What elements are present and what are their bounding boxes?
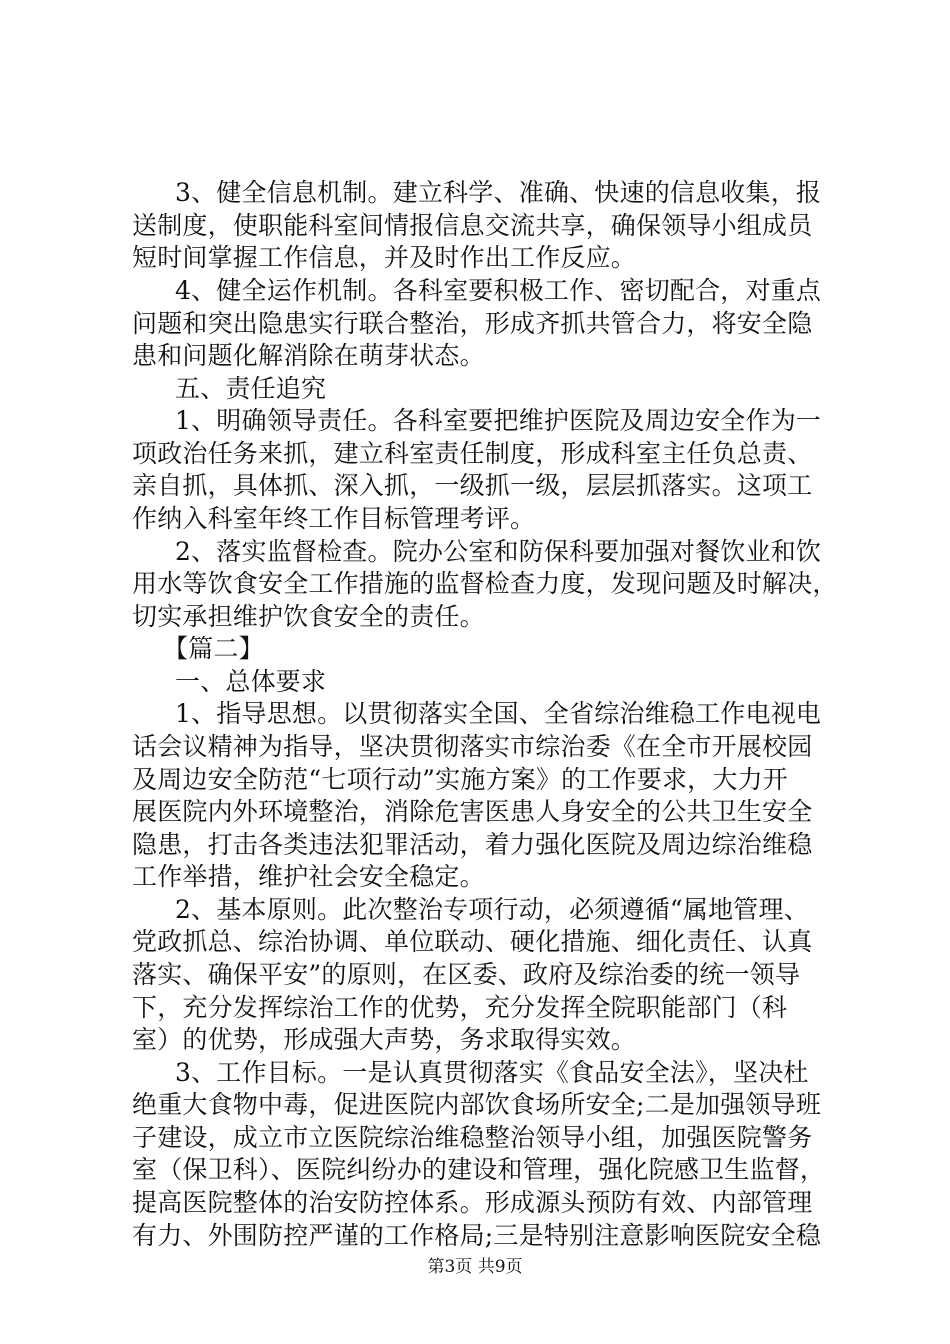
body-text-line: 亲自抓，具体抓、深入抓，一级抓一级，层层抓落实。这项工 bbox=[132, 471, 813, 500]
body-text-line: 用水等饮食安全工作措施的监督检查力度，发现问题及时解决， bbox=[132, 569, 838, 598]
body-text-line: 1、指导思想。以贯彻落实全国、全省综治维稳工作电视电 bbox=[175, 699, 822, 728]
body-text-line: 送制度，使职能科室间情报信息交流共享，确保领导小组成员 bbox=[132, 211, 813, 240]
body-text-line: 绝重大食物中毒，促进医院内部饮食场所安全;二是加强领导班 bbox=[132, 1090, 822, 1119]
body-text-line: 展医院内外环境整治，消除危害医患人身安全的公共卫生安全 bbox=[132, 797, 813, 826]
body-text-line: 隐患，打击各类违法犯罪活动，着力强化医院及周边综治维稳 bbox=[132, 830, 813, 859]
body-text-line: 党政抓总、综治协调、单位联动、硬化措施、细化责任、认真 bbox=[132, 927, 813, 956]
body-text-line: 有力、外围防控严谨的工作格局;三是特别注意影响医院安全稳 bbox=[132, 1221, 822, 1250]
body-text-line: 患和问题化解消除在萌芽状态。 bbox=[132, 341, 485, 370]
section-heading: 一、总体要求 bbox=[175, 667, 327, 696]
body-text-line: 3、工作目标。一是认真贯彻落实《食品安全法》，坚决杜 bbox=[175, 1058, 809, 1087]
body-text-line: 问题和突出隐患实行联合整治，形成齐抓共管合力，将安全隐 bbox=[132, 309, 813, 338]
body-text-line: 室（保卫科）、医院纠纷办的建设和管理，强化院感卫生监督， bbox=[132, 1155, 826, 1184]
body-text-line: 2、基本原则。此次整治专项行动，必须遵循“属地管理、 bbox=[175, 895, 809, 924]
body-text-line: 子建设，成立市立医院综治维稳整治领导小组，加强医院警务 bbox=[132, 1123, 813, 1152]
body-text-line: 4、健全运作机制。各科室要积极工作、密切配合，对重点 bbox=[175, 276, 822, 305]
body-text-line: 1、明确领导责任。各科室要把维护医院及周边安全作为一 bbox=[175, 406, 822, 435]
body-text-line: 下，充分发挥综治工作的优势，充分发挥全院职能部门（科 bbox=[132, 993, 788, 1022]
body-text-line: 短时间掌握工作信息，并及时作出工作反应。 bbox=[132, 243, 637, 272]
body-text-line: 及周边安全防范“七项行动”实施方案》的工作要求，大力开 bbox=[132, 765, 788, 794]
body-text-line: 工作举措，维护社会安全稳定。 bbox=[132, 862, 485, 891]
body-text-line: 2、落实监督检查。院办公室和防保科要加强对餐饮业和饮 bbox=[175, 537, 822, 566]
body-text-line: 作纳入科室年终工作目标管理考评。 bbox=[132, 504, 536, 533]
body-text-line: 项政治任务来抓，建立科室责任制度，形成科室主任负总责、 bbox=[132, 439, 813, 468]
body-text-line: 话会议精神为指导，坚决贯彻落实市综治委《在全市开展校园 bbox=[132, 732, 813, 761]
body-text-line: 3、健全信息机制。建立科学、准确、快速的信息收集，报 bbox=[175, 178, 822, 207]
body-text-line: 提高医院整体的治安防控体系。形成源头预防有效、内部管理 bbox=[132, 1188, 813, 1217]
body-text-line: 落实、确保平安”的原则，在区委、政府及综治委的统一领导 bbox=[132, 960, 801, 989]
page-footer: 第3页 共9页 bbox=[427, 1257, 523, 1277]
section-heading: 五、责任追究 bbox=[175, 374, 327, 403]
body-text-line: 切实承担维护饮食安全的责任。 bbox=[132, 602, 485, 631]
body-text-line: 室）的优势，形成强大声势，务求取得实效。 bbox=[132, 1025, 637, 1054]
part-heading: 【篇二】 bbox=[163, 634, 264, 663]
